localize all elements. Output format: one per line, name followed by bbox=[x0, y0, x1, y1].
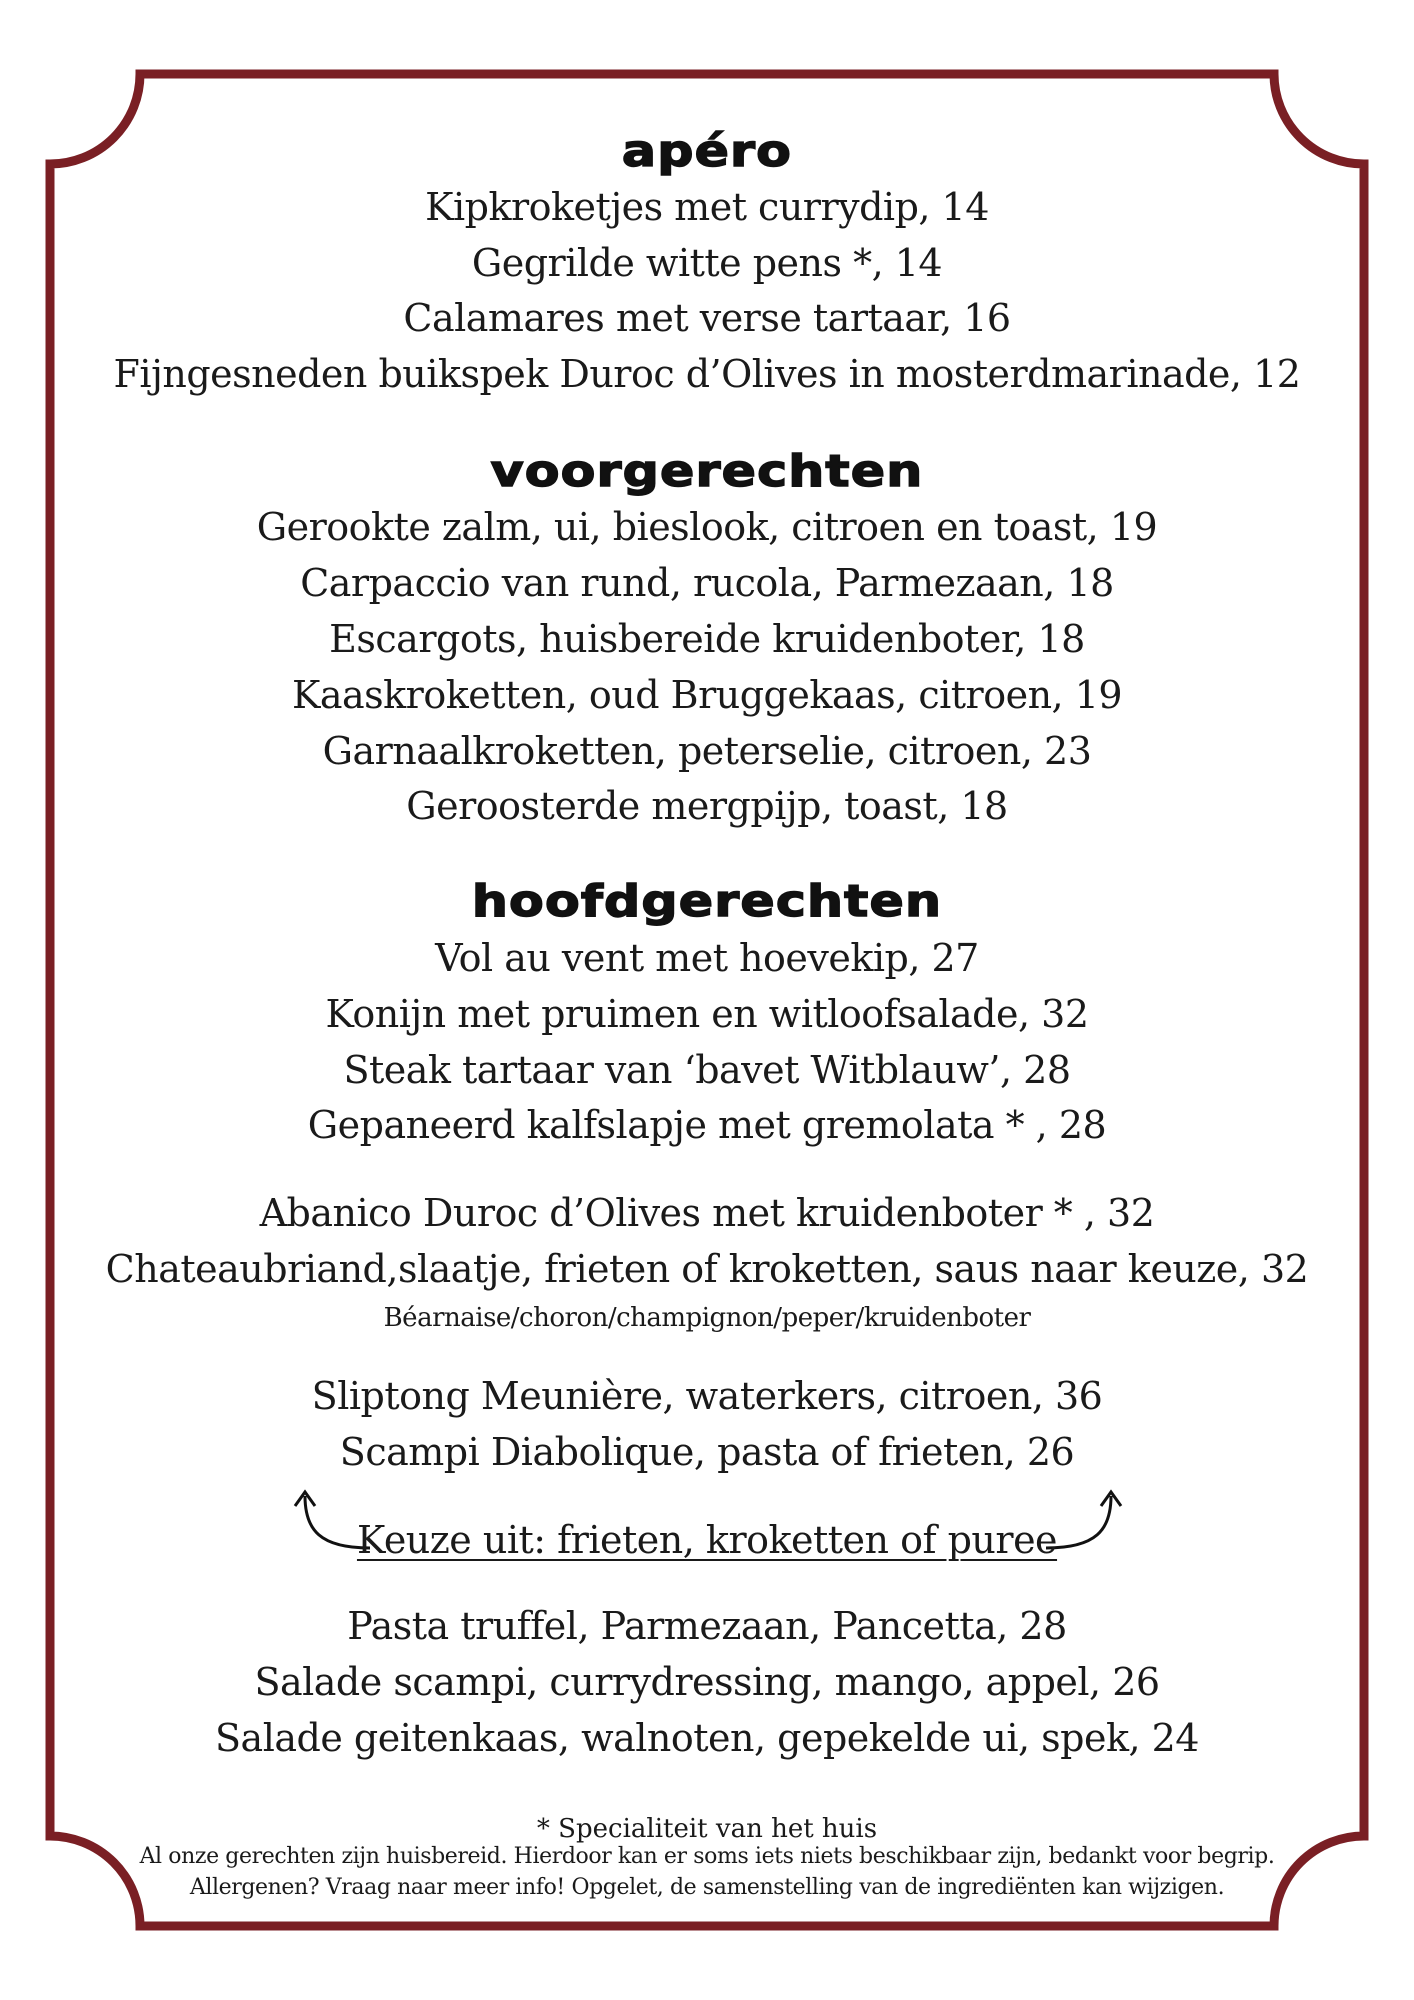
menu-item: Sliptong Meunière, waterkers, citroen, 36 bbox=[311, 1374, 1103, 1418]
menu-item: Kipkroketjes met currydip, 14 bbox=[425, 185, 989, 229]
menu-item: Gegrilde witte pens *, 14 bbox=[471, 241, 943, 285]
menu-item: Salade geitenkaas, walnoten, gepekelde ui, spek, 24 bbox=[215, 1716, 1199, 1760]
menu-item: Salade scampi, currydressing, mango, appel, 26 bbox=[254, 1660, 1160, 1704]
menu-item: Pasta truffel, Parmezaan, Pancetta, 28 bbox=[347, 1604, 1067, 1648]
menu-item: Gepaneerd kalfslapje met gremolata * , 28 bbox=[307, 1103, 1107, 1147]
sauce-options: Béarnaise/choron/champignon/peper/kruidenboter bbox=[383, 1303, 1031, 1333]
menu-item: Chateaubriand,slaatje, frieten of kroketten, saus naar keuze, 32 bbox=[105, 1247, 1309, 1291]
menu-item: Carpaccio van rund, rucola, Parmezaan, 18 bbox=[300, 561, 1114, 605]
menu-item: Steak tartaar van ‘bavet Witblauw’, 28 bbox=[343, 1048, 1071, 1092]
footer-info-line: Al onze gerechten zijn huisbereid. Hierdoor kan er soms iets niets beschikbaar zijn, bedankt voor begrip. bbox=[139, 1844, 1275, 1869]
menu-item: Vol au vent met hoevekip, 27 bbox=[435, 936, 979, 980]
menu-item: Kaaskroketten, oud Bruggekaas, citroen, 19 bbox=[291, 673, 1123, 717]
menu-item: Fijngesneden buikspek Duroc d’Olives in mosterdmarinade, 12 bbox=[113, 352, 1301, 396]
side-choice-note: Keuze uit: frieten, kroketten of puree bbox=[356, 1518, 1058, 1562]
section-title-voorgerechten: voorgerechten bbox=[490, 446, 924, 497]
menu-item: Geroosterde mergpijp, toast, 18 bbox=[406, 784, 1008, 828]
menu-item: Gerookte zalm, ui, bieslook, citroen en toast, 19 bbox=[256, 505, 1158, 549]
menu-item: Konijn met pruimen en witloofsalade, 32 bbox=[325, 992, 1089, 1036]
menu-item: Escargots, huisbereide kruidenboter, 18 bbox=[329, 617, 1085, 661]
section-title-apero: apéro bbox=[621, 126, 793, 177]
section-title-hoofdgerechten: hoofdgerechten bbox=[471, 876, 943, 927]
specialty-note: * Specialiteit van het huis bbox=[536, 1814, 878, 1844]
footer-allergen-line: Allergenen? Vraag naar meer info! Opgelet, de samenstelling van de ingrediënten kan wijzigen. bbox=[189, 1875, 1225, 1900]
menu-item: Garnaalkroketten, peterselie, citroen, 23 bbox=[322, 729, 1092, 773]
menu-item: Abanico Duroc d’Olives met kruidenboter * , 32 bbox=[259, 1191, 1155, 1235]
menu-item: Calamares met verse tartaar, 16 bbox=[403, 296, 1011, 340]
menu-item: Scampi Diabolique, pasta of frieten, 26 bbox=[339, 1430, 1075, 1474]
